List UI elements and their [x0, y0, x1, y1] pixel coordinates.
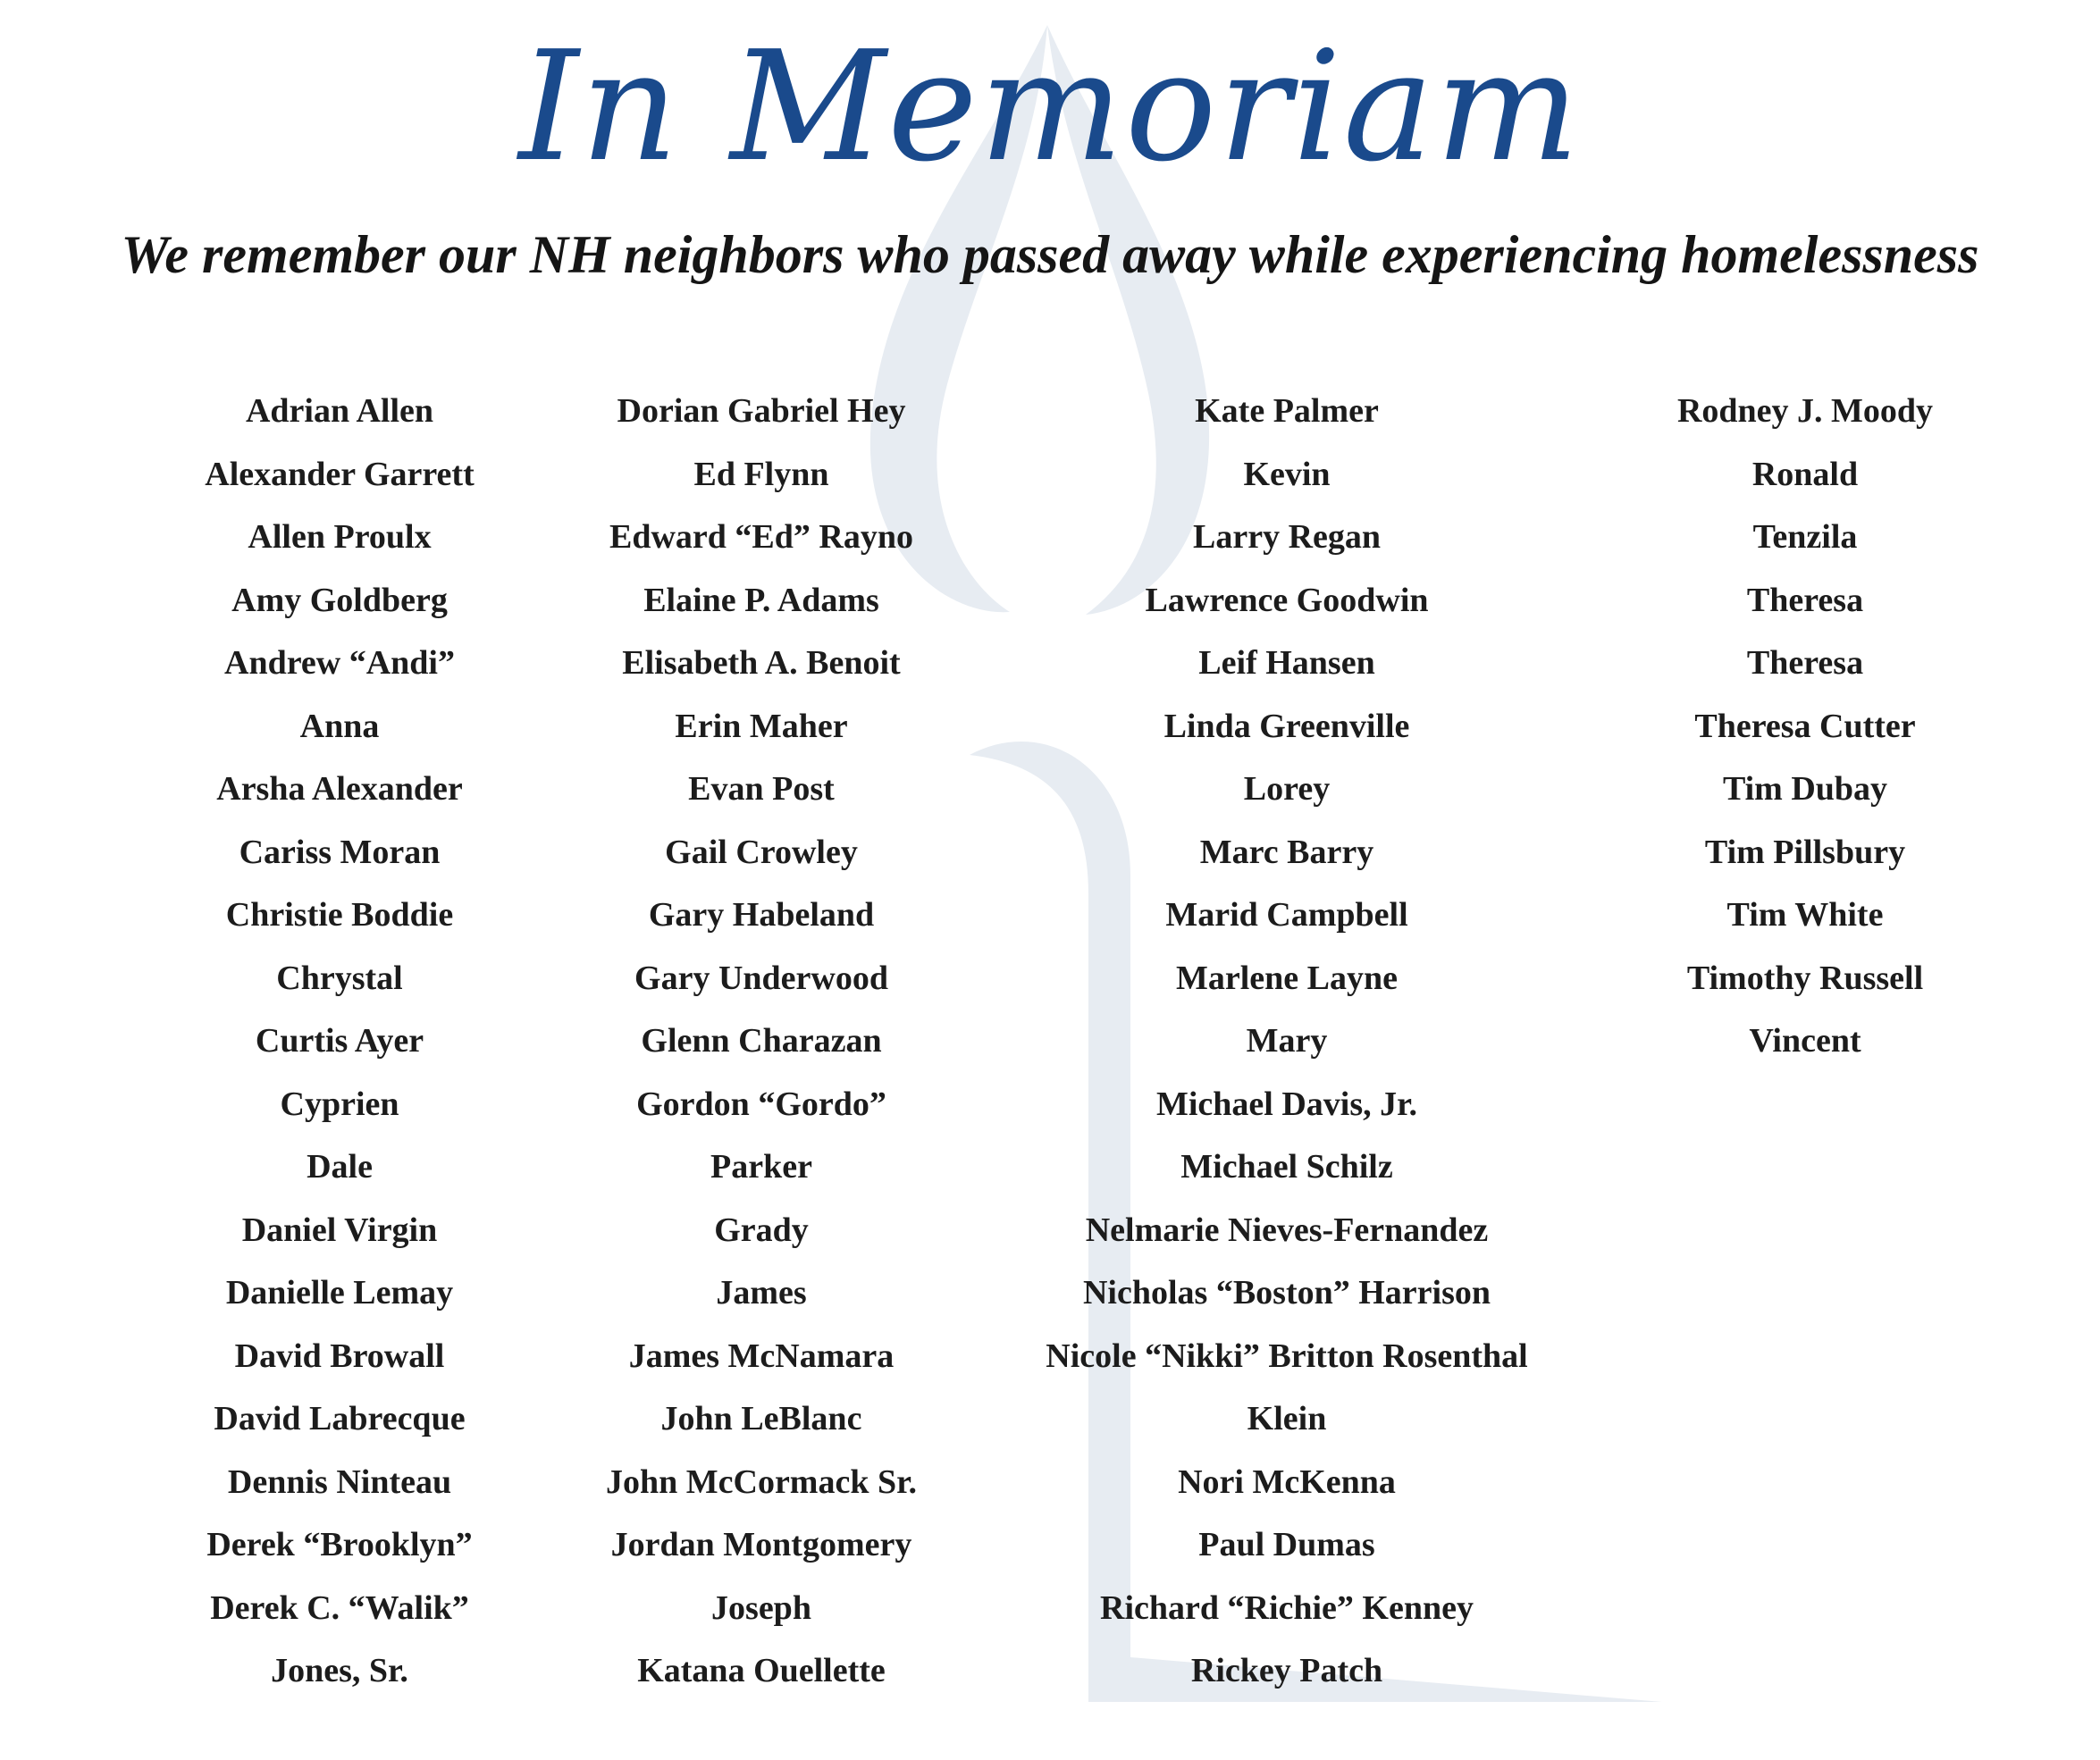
name-item: Danielle Lemay: [225, 1274, 454, 1312]
name-item: Amy Goldberg: [231, 581, 448, 619]
name-item: Nicholas “Boston” Harrison: [1082, 1274, 1491, 1312]
name-item: Christie Boddie: [225, 896, 454, 934]
name-item: Nicole “Nikki” Britton Rosenthal: [1046, 1337, 1528, 1375]
name-item: Lawrence Goodwin: [1145, 581, 1429, 619]
name-item: Chrystal: [276, 959, 403, 997]
name-item: Larry Regan: [1192, 518, 1382, 556]
name-item: Kevin: [1243, 455, 1331, 493]
name-item: Lorey: [1243, 770, 1331, 808]
name-item: Dale: [307, 1148, 373, 1186]
name-item: Joseph: [711, 1588, 811, 1627]
name-item: Cariss Moran: [239, 833, 441, 871]
name-item: Erin Maher: [675, 707, 848, 745]
name-item: Gary Habeland: [648, 896, 875, 934]
name-item: Cyprien: [280, 1085, 399, 1123]
name-item: Vincent: [1749, 1022, 1861, 1060]
name-item: Theresa Cutter: [1694, 707, 1916, 745]
name-item: Marlene Layne: [1175, 959, 1398, 997]
name-item: John LeBlanc: [660, 1400, 862, 1437]
name-item: Elisabeth A. Benoit: [622, 644, 901, 682]
name-item: Leif Hansen: [1198, 644, 1375, 682]
name-item: Nelmarie Nieves-Fernandez: [1085, 1211, 1489, 1249]
name-item: Gordon “Gordo”: [636, 1085, 886, 1123]
name-item: Rodney J. Moody: [1676, 392, 1934, 430]
name-item: Jones, Sr.: [271, 1652, 408, 1689]
name-item: Glenn Charazan: [641, 1022, 882, 1060]
name-item: James McNamara: [628, 1337, 895, 1375]
names-columns: [0, 380, 2100, 1720]
name-item: Elaine P. Adams: [643, 581, 879, 619]
name-item: John McCormack Sr.: [606, 1462, 917, 1501]
name-item: Theresa: [1746, 581, 1864, 619]
name-item: David Browall: [234, 1337, 445, 1375]
name-item: Dorian Gabriel Hey: [617, 392, 906, 430]
name-item: Allen Proulx: [248, 518, 432, 556]
name-item: Anna: [299, 707, 380, 745]
names-column-4: [1555, 380, 2055, 1073]
name-item: Curtis Ayer: [255, 1022, 424, 1060]
name-item: Mary: [1246, 1022, 1328, 1060]
name-item: Marc Barry: [1199, 833, 1374, 871]
name-item: Tim Pillsbury: [1704, 833, 1906, 871]
name-item: Daniel Virgin: [241, 1211, 438, 1249]
name-item: Dennis Ninteau: [227, 1462, 452, 1501]
name-item: Paul Dumas: [1198, 1526, 1375, 1563]
name-item: Ronald: [1751, 455, 1859, 493]
name-item: Tim Dubay: [1722, 770, 1888, 808]
name-item: Grady: [714, 1211, 809, 1249]
name-item: Timothy Russell: [1686, 959, 1924, 997]
name-item: Alexander Garrett: [205, 455, 475, 493]
name-item: Rickey Patch: [1190, 1652, 1383, 1689]
name-item: Edward “Ed” Rayno: [609, 518, 913, 556]
names-column-2: [511, 380, 1012, 1703]
name-item: Nori McKenna: [1178, 1462, 1396, 1501]
name-item: Arsha Alexander: [216, 770, 463, 808]
name-item: Klein: [1247, 1400, 1327, 1437]
name-item: Tenzila: [1752, 518, 1858, 556]
name-item: Katana Ouellette: [637, 1652, 886, 1689]
name-item: Linda Greenville: [1163, 707, 1410, 745]
name-item: Michael Schilz: [1180, 1148, 1393, 1186]
name-item: Tim White: [1726, 896, 1884, 934]
name-item: Derek “Brooklyn”: [206, 1526, 473, 1563]
name-item: David Labrecque: [214, 1400, 466, 1437]
page-subtitle: We remember our NH neighbors who passed away while experiencing homelessness: [121, 225, 1979, 284]
name-item: Theresa: [1746, 644, 1864, 682]
name-item: Marid Campbell: [1165, 896, 1408, 934]
name-item: Jordan Montgomery: [610, 1526, 912, 1563]
name-item: Andrew “Andi”: [224, 644, 455, 682]
name-item: Parker: [710, 1148, 812, 1186]
name-item: Kate Palmer: [1195, 392, 1379, 430]
name-item: Ed Flynn: [693, 455, 829, 493]
name-item: Gary Underwood: [634, 959, 888, 997]
name-item: Adrian Allen: [245, 392, 434, 430]
name-item: Richard “Richie” Kenney: [1100, 1588, 1474, 1627]
page-title: In Memoriam: [518, 19, 1582, 196]
name-item: James: [716, 1274, 807, 1312]
name-item: Evan Post: [688, 770, 835, 808]
names-column-3: [1037, 380, 1537, 1703]
name-item: Derek C. “Walik”: [210, 1588, 469, 1627]
name-item: Gail Crowley: [665, 833, 858, 871]
name-item: Michael Davis, Jr.: [1155, 1085, 1417, 1123]
